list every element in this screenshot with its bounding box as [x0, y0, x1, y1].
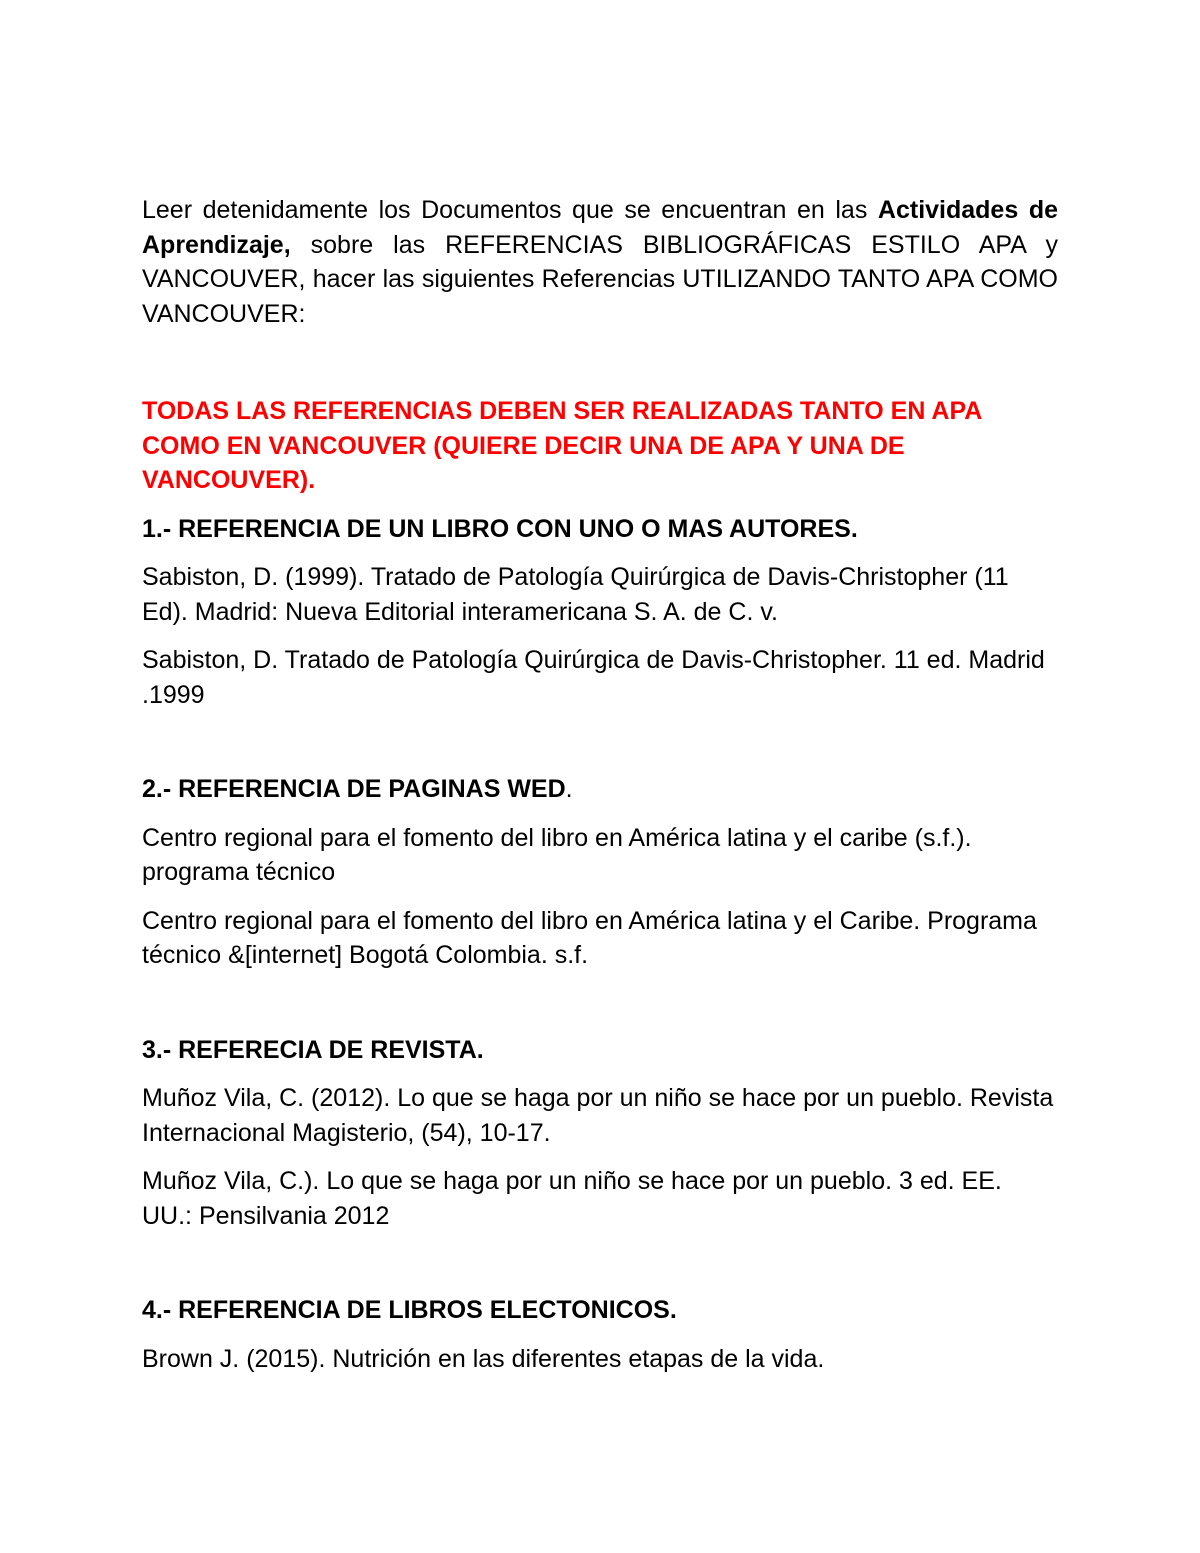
- section-heading-text: 3.- REFERECIA DE REVISTA.: [142, 1035, 484, 1064]
- reference-vancouver: Muñoz Vila, C.). Lo que se haga por un niño se hace por un pueblo. 3 ed. EE. UU.: Pensilvania 2012: [142, 1167, 1002, 1230]
- reference-apa: Sabiston, D. (1999). Tratado de Patología Quirúrgica de Davis-Christopher (11 Ed). Madrid: Nueva Editorial interamericana S. A. de C. v.: [142, 563, 1009, 626]
- section-heading-suffix: .: [565, 775, 573, 803]
- section-heading-book: [142, 512, 1058, 547]
- section-heading-ebook: [142, 1293, 1058, 1328]
- section-heading-web: [142, 772, 1058, 807]
- reference-apa: Centro regional para el fomento del libro en América latina y el caribe (s.f.). programa técnico: [142, 823, 972, 886]
- section-heading-journal: [142, 1033, 1058, 1068]
- warning-notice: TODAS LAS REFERENCIAS DEBEN SER REALIZADAS TANTO EN APA COMO EN VANCOUVER (QUIERE DECIR UNA DE APA Y UNA DE VANCOUVER).: [142, 397, 982, 494]
- intro-text-start: Leer detenidamente los Documentos que se encuentran en las: [142, 196, 878, 224]
- reference-vancouver: Sabiston, D. Tratado de Patología Quirúrgica de Davis-Christopher. 11 ed. Madrid .1999: [142, 646, 1045, 709]
- section-heading-text: 1.- REFERENCIA DE UN LIBRO CON UNO O MAS AUTORES.: [142, 514, 858, 543]
- intro-paragraph: [142, 193, 1058, 331]
- intro-text-end: sobre las REFERENCIAS BIBLIOGRÁFICAS ESTILO APA y VANCOUVER, hacer las siguientes Referencias UTILIZANDO TANTO APA COMO VANCOUVER:: [142, 230, 1058, 328]
- intro-bold-text: Actividades de Aprendizaje,: [142, 196, 1058, 259]
- section-heading-text: 2.- REFERENCIA DE PAGINAS WED: [142, 775, 566, 803]
- reference-apa: Muñoz Vila, C. (2012). Lo que se haga por un niño se hace por un pueblo. Revista Internacional Magisterio, (54), 10-17.: [142, 1084, 1054, 1147]
- section-heading-text: 4.- REFERENCIA DE LIBROS ELECTONICOS.: [142, 1296, 677, 1324]
- reference-apa: Brown J. (2015). Nutrición en las diferentes etapas de la vida.: [142, 1344, 825, 1373]
- document-body: [142, 193, 1058, 1376]
- reference-vancouver: Centro regional para el fomento del libro en América latina y el Caribe. Programa técnico &[internet] Bogotá Colombia. s.f.: [142, 906, 1037, 969]
